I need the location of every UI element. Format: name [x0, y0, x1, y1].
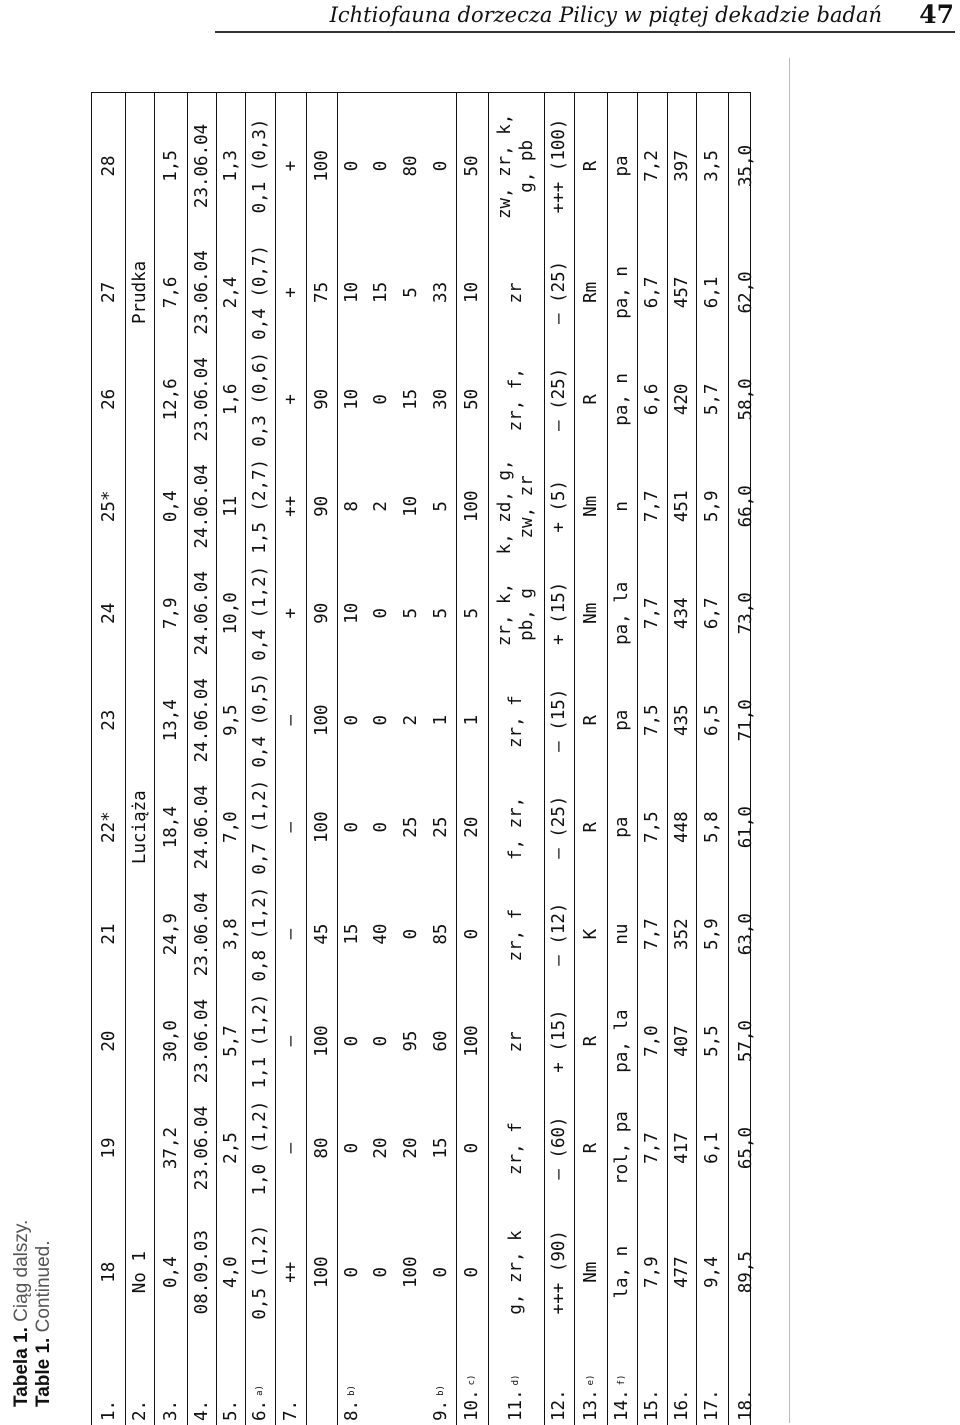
table-cell: 80 — [401, 155, 421, 177]
table-cell: 20 — [98, 1030, 119, 1052]
data-table — [91, 92, 756, 1425]
table-cell: 15 — [341, 923, 362, 945]
table-cell: 23.06.04 — [191, 998, 212, 1084]
table-cell: 0 — [462, 1266, 482, 1278]
table-cell: 10,0 — [220, 592, 241, 635]
table-cell: 7,5 — [642, 811, 662, 843]
table-cell: 0 — [341, 714, 362, 726]
table-cell: 5 — [431, 608, 451, 619]
table-cell: zr, f — [506, 695, 526, 748]
table-cell: 40 — [371, 923, 391, 945]
table-cell: 417 — [671, 1132, 692, 1164]
table-cell: 60 — [431, 1030, 451, 1052]
table-cell: 2 — [371, 501, 391, 512]
table-cell: 18,4 — [160, 806, 181, 849]
table-cell: 24.06.04 — [191, 678, 212, 763]
table-cell: 0,4 (0,5) — [250, 672, 270, 768]
table-cell: 45 — [311, 923, 332, 945]
table-cell: 71,0 — [735, 699, 756, 742]
table-cell: 0 — [401, 928, 421, 940]
table-cell: 08.09.03 — [191, 1230, 212, 1315]
table-cell: 8 — [341, 501, 362, 512]
table-cell: 24 — [98, 602, 119, 624]
table-cell: 0 — [341, 1035, 362, 1047]
table-cell: zr, k, pb, g — [495, 582, 537, 647]
table-cell: + (5) — [549, 479, 569, 533]
table-cell: 0 — [371, 714, 391, 726]
table-cell: 0,4 — [160, 1256, 181, 1288]
row-label: 8. b) — [341, 1385, 362, 1421]
table-cell: – (25) — [549, 260, 569, 325]
table-cell: pa — [612, 816, 632, 838]
table-cell: 3,5 — [702, 150, 722, 182]
table-cell: 0 — [431, 1266, 451, 1278]
table-cell: 1,3 — [220, 150, 241, 182]
table-cell: – (12) — [549, 902, 569, 966]
table-cell: 1,5 (2,7) — [250, 458, 270, 554]
table-cell: 6,7 — [642, 276, 662, 309]
table-cell: 95 — [401, 1030, 421, 1052]
footnote-marker: a) — [255, 1385, 265, 1396]
table-cell: 6,7 — [702, 597, 722, 630]
table-cell: 23.06.04 — [191, 1105, 212, 1191]
table-cell: 1 — [431, 714, 451, 726]
row-label — [366, 1343, 396, 1425]
table-cell: 0 — [341, 1142, 362, 1154]
table-cell: zr — [506, 1031, 526, 1053]
table-cell: 477 — [671, 1256, 692, 1288]
table-cell: 451 — [671, 490, 692, 523]
table-cell: Nm — [580, 602, 601, 624]
row-label: 6. a) — [250, 1385, 270, 1421]
table-cell: 24.06.04 — [191, 785, 212, 870]
table-cell: 0 — [462, 1142, 482, 1154]
table-cell: 352 — [671, 918, 692, 950]
table-cell: 26 — [98, 388, 119, 410]
table-cell: 1,6 — [220, 383, 241, 416]
caption-english: Table 1. Continued. — [33, 1240, 54, 1407]
table-cell: 5,5 — [702, 1025, 722, 1057]
table-cell: zr, f, — [506, 368, 526, 432]
table-cell: 100 — [311, 1256, 332, 1288]
table-cell: 15 — [371, 281, 391, 303]
table-cell: 7,0 — [220, 811, 241, 843]
row-label: 18. — [735, 1389, 756, 1421]
table-cell: – (15) — [549, 688, 569, 752]
table-cell: 0,4 (1,2) — [250, 565, 270, 661]
footnote-marker: b) — [346, 1385, 357, 1396]
table-cell: 37,2 — [160, 1126, 181, 1170]
row-label: 15. — [642, 1389, 662, 1421]
table-cell: Prudka — [129, 260, 150, 325]
table-cell: 6,5 — [702, 704, 722, 737]
table-cell: Luciąża — [129, 790, 150, 865]
table-cell: 1,5 — [160, 150, 181, 182]
table-cell: 21 — [98, 923, 119, 945]
footnote-marker: e) — [585, 1374, 596, 1386]
table-cell: 50 — [462, 388, 482, 410]
table-cell: 5,7 — [220, 1025, 241, 1057]
table-cell: 19 — [98, 1137, 119, 1159]
table-caption — [11, 1220, 55, 1407]
row-label: 4. — [191, 1399, 212, 1421]
table-cell: 33 — [431, 281, 451, 303]
table-row — [637, 93, 667, 1425]
table-cell: 15 — [431, 1137, 451, 1159]
table-cell: 62,0 — [735, 271, 756, 314]
table-cell: 0 — [371, 1035, 391, 1047]
table-row — [245, 93, 275, 1425]
table-cell: 10 — [341, 602, 362, 624]
table-cell: 58,0 — [735, 378, 756, 421]
table-cell: 420 — [671, 383, 692, 416]
table-cell: 10 — [401, 495, 421, 517]
running-title: Ichtiofauna dorzecza Pilicy w piątej dekadzie badań — [329, 3, 882, 27]
table-cell: 100 — [311, 1025, 332, 1057]
table-row — [366, 93, 396, 1425]
table-cell: 6,1 — [702, 276, 722, 309]
row-label: 10. c) — [462, 1374, 482, 1421]
table-cell: 9,5 — [220, 704, 241, 737]
table-cell: pa, n — [612, 266, 632, 319]
table-cell: 0,5 (1,2) — [250, 1224, 270, 1320]
table-cell: 100 — [311, 704, 332, 737]
table-cell: 89,5 — [735, 1251, 756, 1294]
table-cell: R — [580, 821, 601, 833]
row-label: 14. f) — [612, 1374, 632, 1421]
table-cell: 5 — [401, 608, 421, 619]
table-cell: k, zd, g, zw, zr — [495, 459, 537, 555]
table-cell: 1,1 (1,2) — [250, 993, 270, 1089]
table-cell: pa — [612, 155, 632, 177]
table-cell: zr — [506, 282, 526, 304]
row-label: 11. d) — [506, 1374, 526, 1421]
table-cell: 28 — [98, 155, 119, 177]
row-label: 9. b) — [431, 1385, 451, 1421]
table-cell: Nm — [580, 495, 601, 517]
table-cell: 9,4 — [702, 1256, 722, 1288]
table-cell: No 1 — [129, 1251, 150, 1294]
table-cell: ++ — [280, 495, 301, 517]
table-cell: 50 — [462, 155, 482, 177]
table-cell: 5,9 — [702, 918, 722, 950]
table-cell: 90 — [311, 388, 332, 410]
table-cell: 7,6 — [160, 276, 181, 309]
table-row — [275, 93, 306, 1425]
table-cell: 0 — [371, 608, 391, 619]
table-cell: Rm — [580, 281, 601, 303]
table-cell: 2 — [401, 714, 421, 726]
table-cell: 30,0 — [160, 1020, 181, 1063]
table-cell: 80 — [311, 1137, 332, 1159]
table-row — [696, 93, 728, 1425]
table-cell: K — [580, 928, 601, 940]
table-cell — [125, 93, 154, 239]
table-cell — [125, 1095, 154, 1202]
table-cell: +++ (90) — [549, 1230, 569, 1315]
table-cell: zw, zr, k, g, pb — [495, 113, 537, 220]
table-cell: 457 — [671, 276, 692, 309]
table-cell: 90 — [311, 495, 332, 517]
table-cell: 0 — [341, 821, 362, 833]
table-cell: 0,4 (0,7) — [250, 245, 270, 340]
table-cell: + — [280, 287, 301, 298]
page-number: 47 — [919, 0, 954, 29]
table-row — [154, 93, 187, 1425]
table-cell: pa, la — [612, 1009, 632, 1073]
row-label — [306, 1343, 337, 1425]
table-cell: 7,9 — [642, 1256, 662, 1288]
table-cell: 4,0 — [220, 1256, 241, 1288]
table-cell: 5,9 — [702, 490, 722, 523]
table-cell: 7,5 — [642, 704, 662, 737]
table-cell: 61,0 — [735, 806, 756, 849]
table-cell: 5,7 — [702, 383, 722, 416]
table-cell: 448 — [671, 811, 692, 843]
table-cell: – — [280, 928, 301, 940]
table-row — [396, 93, 426, 1425]
table-cell — [125, 560, 154, 667]
table-cell: n — [612, 501, 632, 512]
table-cell: 100 — [462, 1025, 482, 1057]
table-cell: 66,0 — [735, 485, 756, 528]
row-label: 16. — [671, 1389, 692, 1421]
table-cell: 25 — [401, 816, 421, 838]
table-cell: 7,7 — [642, 1132, 662, 1164]
table-cell: 0,8 (1,2) — [250, 886, 270, 982]
table-cell: 20 — [371, 1137, 391, 1159]
table-cell: 7,7 — [642, 597, 662, 630]
table-cell — [125, 346, 154, 453]
table-row — [216, 93, 245, 1425]
table-row — [456, 93, 488, 1425]
table-cell: 23.06.04 — [191, 357, 212, 442]
table-cell: + — [280, 160, 301, 172]
table-cell: 0,3 (0,6) — [250, 351, 270, 447]
table-cell: R — [580, 394, 601, 405]
footnote-marker: c) — [467, 1374, 477, 1386]
table-cell: 85 — [431, 923, 451, 945]
table-cell — [125, 988, 154, 1095]
table-cell: 5 — [462, 608, 482, 619]
table-cell: 35,0 — [735, 144, 756, 188]
table-cell: 25* — [98, 490, 119, 523]
table-row — [306, 93, 337, 1425]
table-cell: 0 — [371, 394, 391, 405]
table-cell: 57,0 — [735, 1020, 756, 1063]
table-cell: 0 — [371, 821, 391, 833]
table-cell: 18 — [98, 1261, 119, 1283]
table-cell — [125, 881, 154, 988]
row-label — [396, 1343, 426, 1425]
table-cell: 100 — [311, 811, 332, 843]
table-cell: R — [580, 1142, 601, 1154]
table-row — [607, 93, 637, 1425]
table-cell: 0 — [431, 160, 451, 172]
table-cell: R — [580, 160, 601, 172]
table-row — [544, 93, 574, 1425]
table-cell: 15 — [401, 388, 421, 410]
table-cell: – — [280, 821, 301, 833]
row-label: 12. — [549, 1389, 569, 1421]
table-row — [125, 93, 154, 1425]
table-cell: 0 — [371, 1266, 391, 1278]
table-cell: 397 — [671, 150, 692, 182]
table-row — [574, 93, 607, 1425]
table-cell: 7,9 — [160, 597, 181, 630]
table-cell: 75 — [311, 281, 332, 303]
table-cell: 11 — [220, 495, 241, 517]
table-cell: pa — [612, 709, 632, 731]
table-cell: 0 — [341, 160, 362, 172]
table-cell: 23.06.04 — [191, 891, 212, 977]
table-cell: R — [580, 714, 601, 726]
table-cell: 20 — [401, 1137, 421, 1159]
table-cell: 0,4 — [160, 490, 181, 523]
table-row — [337, 93, 366, 1425]
table-row — [488, 93, 544, 1425]
table-cell: 0 — [462, 928, 482, 940]
table-row — [426, 93, 456, 1425]
table-cell: 90 — [311, 602, 332, 624]
table-cell: 407 — [671, 1025, 692, 1057]
table-cell: 2,4 — [220, 276, 241, 309]
table-cell: 12,6 — [160, 378, 181, 421]
table-cell — [125, 453, 154, 560]
table-cell: 5 — [431, 501, 451, 512]
table-row — [187, 93, 216, 1425]
footnote-marker: d) — [511, 1374, 521, 1386]
table-cell: 10 — [341, 281, 362, 303]
table-cell: 7,0 — [642, 1025, 662, 1057]
table-cell: 0 — [371, 160, 391, 172]
table-cell: rol, pa — [612, 1111, 632, 1185]
table-cell: + — [280, 608, 301, 619]
table-cell: 6,1 — [702, 1132, 722, 1164]
table-cell: 435 — [671, 704, 692, 737]
table-cell: nu — [612, 923, 632, 945]
footnote-marker: b) — [436, 1385, 446, 1396]
table-cell: – — [280, 1142, 301, 1154]
row-label: 2. — [129, 1399, 150, 1421]
table-cell: 7,7 — [642, 490, 662, 523]
row-label: 17. — [702, 1389, 722, 1421]
row-label: 5. — [220, 1399, 241, 1421]
table-row — [92, 93, 125, 1425]
table-cell: 0,1 (0,3) — [250, 118, 270, 214]
caption-polish: Tabela 1. Ciąg dalszy. — [11, 1219, 32, 1407]
table-cell: 30 — [431, 388, 451, 410]
table-cell: 0 — [341, 1266, 362, 1278]
table-cell: 7,2 — [642, 150, 662, 182]
footnote-marker: f) — [617, 1374, 627, 1386]
table-cell: 5 — [401, 287, 421, 298]
table-cell: 23.06.04 — [191, 123, 212, 209]
table-cell: 7,7 — [642, 918, 662, 950]
table-cell: pa, n — [612, 373, 632, 426]
table-cell: zr, f — [506, 1122, 526, 1175]
table-cell: – — [280, 714, 301, 726]
row-label: 1. — [98, 1399, 119, 1421]
table-cell: – (25) — [549, 367, 569, 431]
row-label: 7. — [280, 1399, 301, 1421]
table-cell: + (15) — [549, 1009, 569, 1073]
table-cell: 22* — [98, 811, 119, 843]
table-cell — [125, 667, 154, 774]
table-cell: 65,0 — [735, 1126, 756, 1170]
table-cell: 23.06.04 — [191, 250, 212, 335]
table-cell: 24.06.04 — [191, 464, 212, 549]
row-label: 13. e) — [580, 1374, 601, 1421]
table-cell: 0,7 (1,2) — [250, 779, 270, 875]
table-row — [667, 93, 696, 1425]
table-cell: 434 — [671, 597, 692, 630]
table-cell: 100 — [311, 150, 332, 182]
table-cell: 2,5 — [220, 1132, 241, 1164]
table-cell: 27 — [98, 281, 119, 303]
table-cell: 6,6 — [642, 383, 662, 416]
table-cell: 10 — [462, 281, 482, 303]
table-cell: 24.06.04 — [191, 571, 212, 656]
table-cell: 5,8 — [702, 811, 722, 843]
table-cell: 1,0 (1,2) — [250, 1100, 270, 1196]
table-cell: + — [280, 394, 301, 405]
table-cell: – (25) — [549, 795, 569, 859]
table-cell: – (60) — [549, 1116, 569, 1180]
table-cell: 10 — [341, 388, 362, 410]
table-cell: 100 — [462, 490, 482, 523]
table-cell: 25 — [431, 816, 451, 838]
table-cell: + (15) — [549, 581, 569, 645]
table-cell: 3,8 — [220, 918, 241, 950]
row-label: 3. — [160, 1399, 181, 1421]
table-cell: +++ (100) — [549, 118, 569, 214]
table-cell: 1 — [462, 714, 482, 726]
table-cell: f, zr, — [506, 796, 526, 860]
table-cell: 73,0 — [735, 592, 756, 635]
table-cell: zr, f — [506, 908, 526, 962]
table-cell: ++ — [280, 1261, 301, 1283]
table-cell: Nm — [580, 1261, 601, 1283]
table-cell: 23 — [98, 709, 119, 731]
table-cell: 100 — [401, 1256, 421, 1288]
table-cell: R — [580, 1035, 601, 1047]
table-cell: 24,9 — [160, 913, 181, 956]
table-cell: 63,0 — [735, 913, 756, 956]
table-cell: – — [280, 1035, 301, 1047]
table-cell: 13,4 — [160, 699, 181, 742]
table-cell: 20 — [462, 816, 482, 838]
table-cell: g, zr, k — [506, 1230, 526, 1315]
table-cell: la, n — [612, 1245, 632, 1299]
table-row — [728, 93, 763, 1425]
table-cell: pa, la — [612, 581, 632, 645]
